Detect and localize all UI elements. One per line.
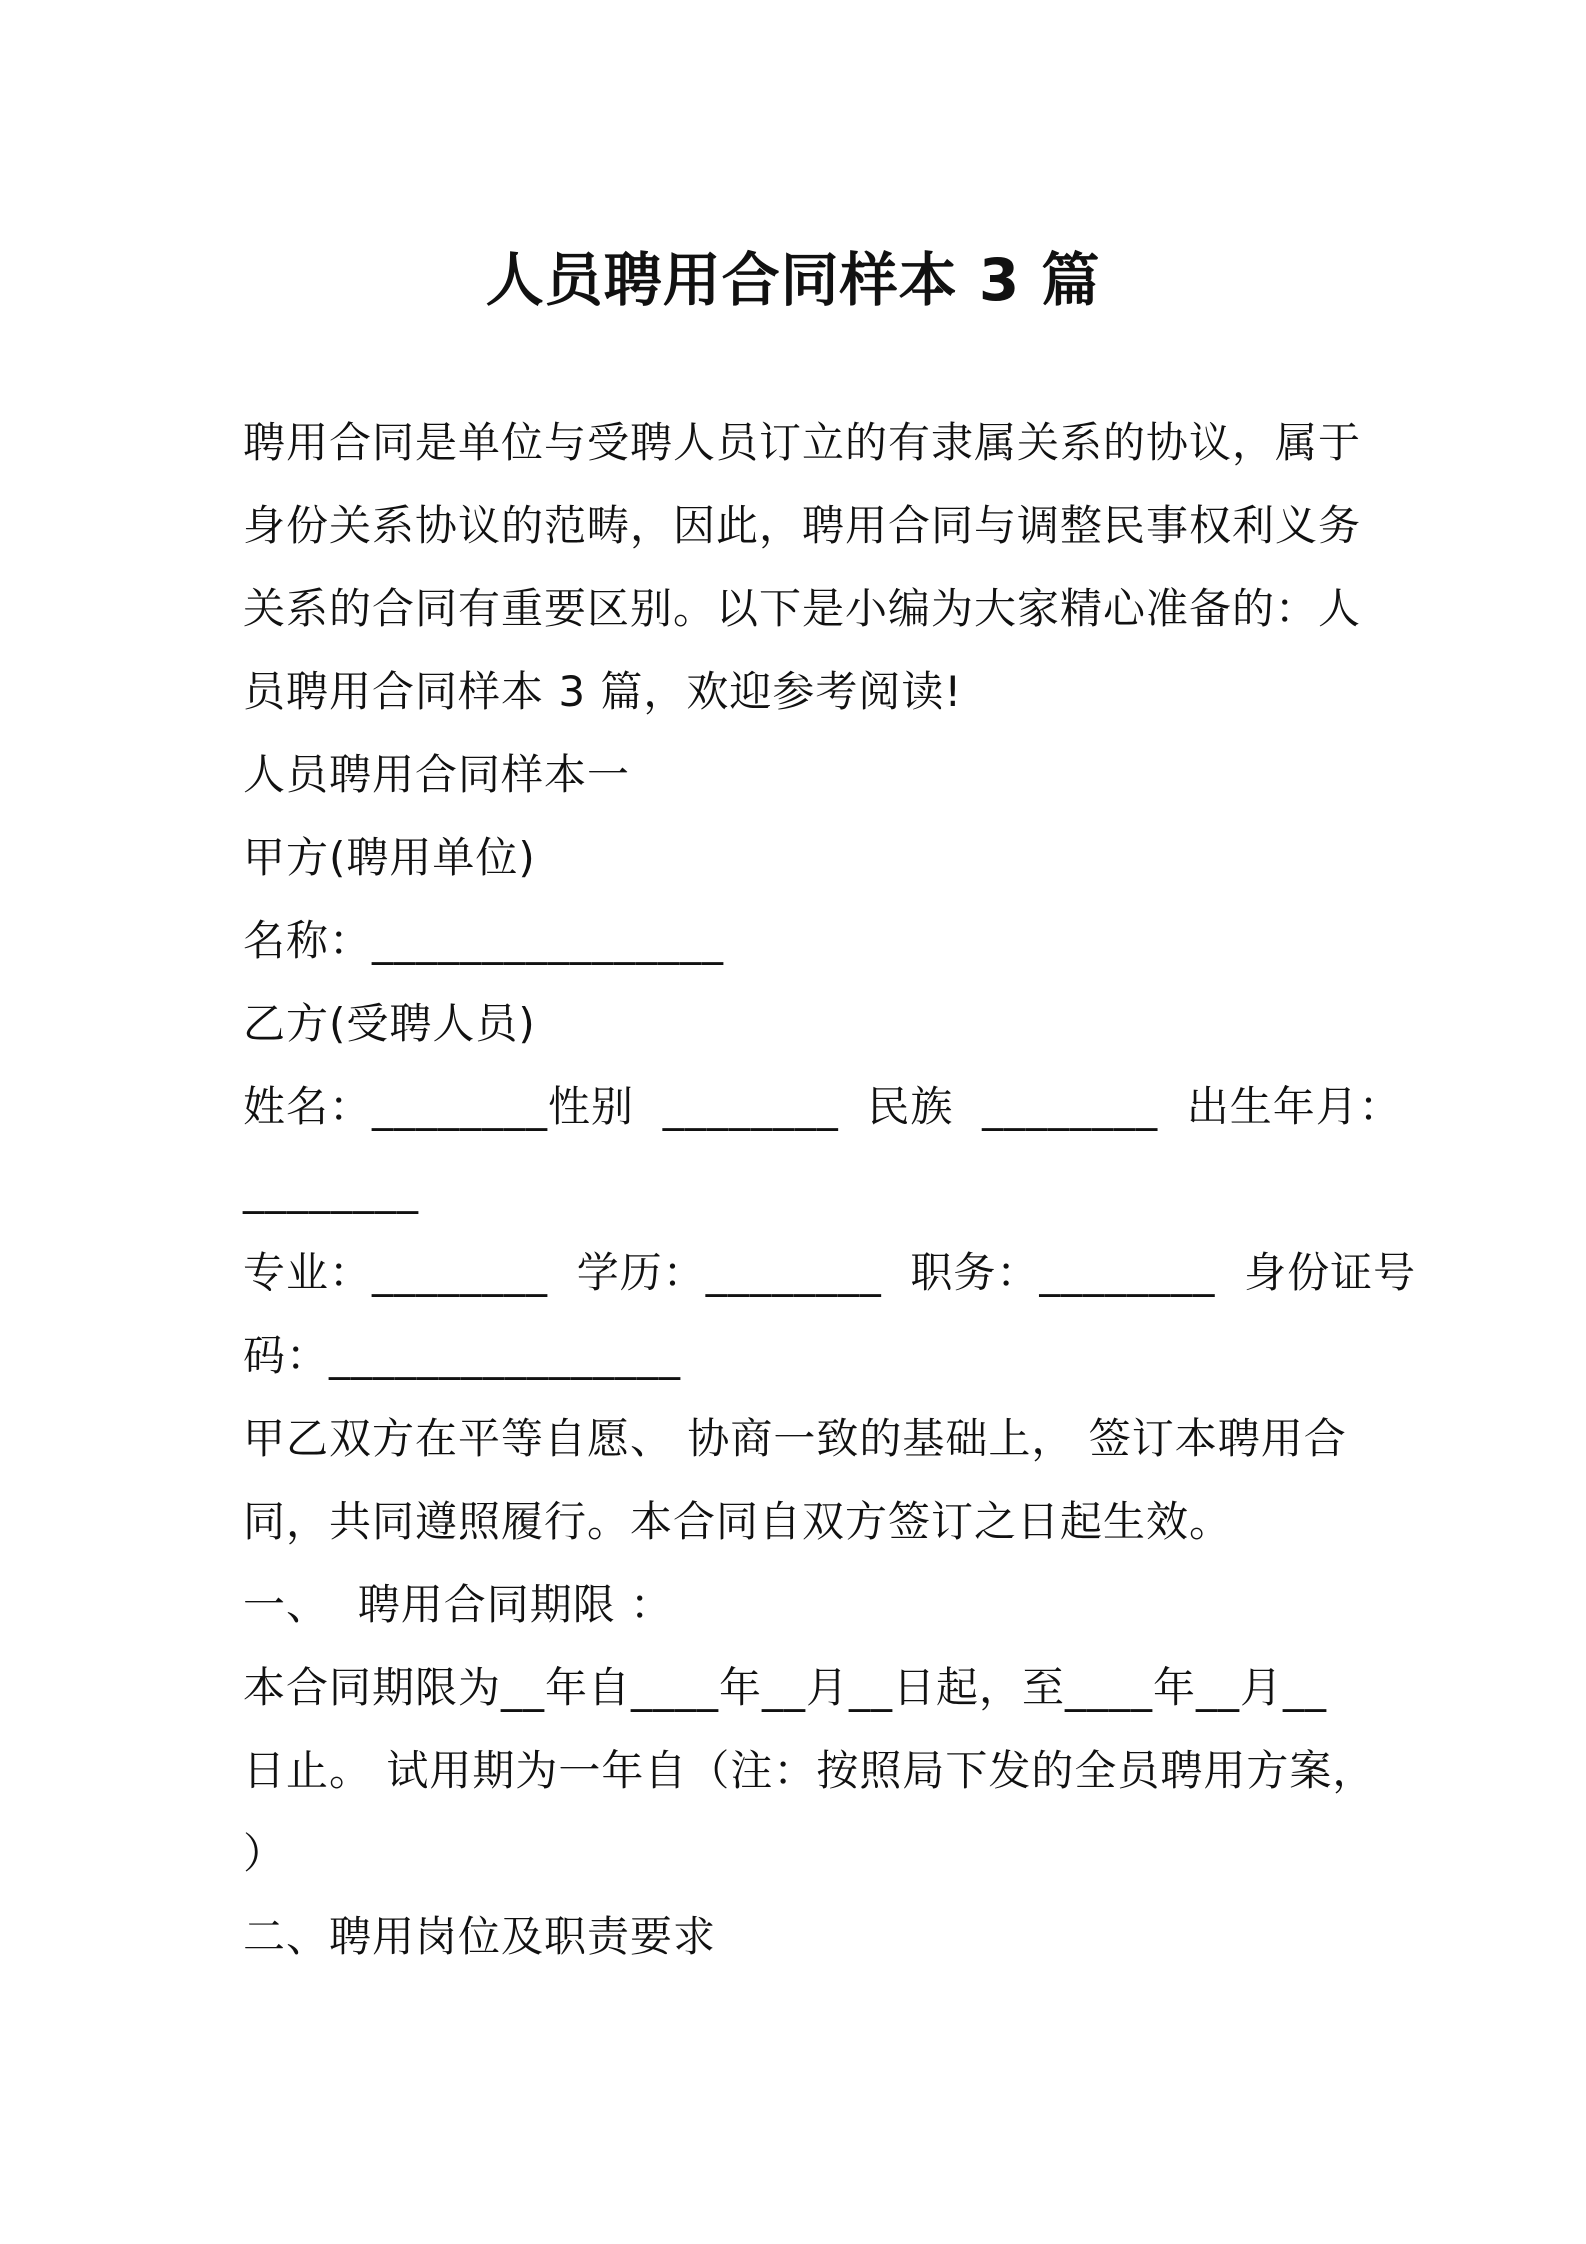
party-b-info-line-2: ________ (243, 1165, 419, 1214)
intro-line-2: 身份关系协议的范畴，因此，聘用合同与调整民事权利义务 (243, 501, 1362, 550)
party-b-info-line-3: 专业：________ 学历：________ 职务：________ 身份证号 (243, 1248, 1417, 1297)
intro-line-4: 员聘用合同样本 3 篇，欢迎参考阅读! (243, 667, 963, 716)
party-b-info-line-1: 姓名：________性别 ________ 民族 ________ 出生年月： (243, 1082, 1402, 1131)
section-heading-sample-1: 人员聘用合同样本一 (243, 750, 631, 799)
intro-line-1: 聘用合同是单位与受聘人员订立的有隶属关系的协议，属于 (243, 418, 1362, 467)
intro-line-3: 关系的合同有重要区别。以下是小编为大家精心准备的：人 (243, 584, 1362, 633)
clause-1-heading: 一、 聘用合同期限 ： (243, 1580, 674, 1629)
agreement-line-2: 同，共同遵照履行。本合同自双方签订之日起生效。 (243, 1497, 1233, 1546)
party-a-name-field: 名称：________________ (243, 916, 725, 965)
clause-1-line-1: 本合同期限为__年自____年__月__日起，至____年__月__ (243, 1663, 1328, 1712)
document-title: 人员聘用合同样本 3 篇 (485, 246, 1101, 314)
party-a-heading: 甲方(聘用单位) (243, 833, 536, 882)
clause-1-line-3: ） (243, 1829, 287, 1878)
party-b-info-line-4: 码：________________ (243, 1331, 682, 1380)
clause-2-heading: 二、聘用岗位及职责要求 (243, 1912, 717, 1961)
party-b-heading: 乙方(受聘人员) (243, 999, 536, 1048)
clause-1-line-2: 日止。 试用期为一年自（注：按照局下发的全员聘用方案， (243, 1746, 1376, 1795)
agreement-line-1: 甲乙双方在平等自愿、 协商一致的基础上， 签订本聘用合 (243, 1414, 1347, 1463)
